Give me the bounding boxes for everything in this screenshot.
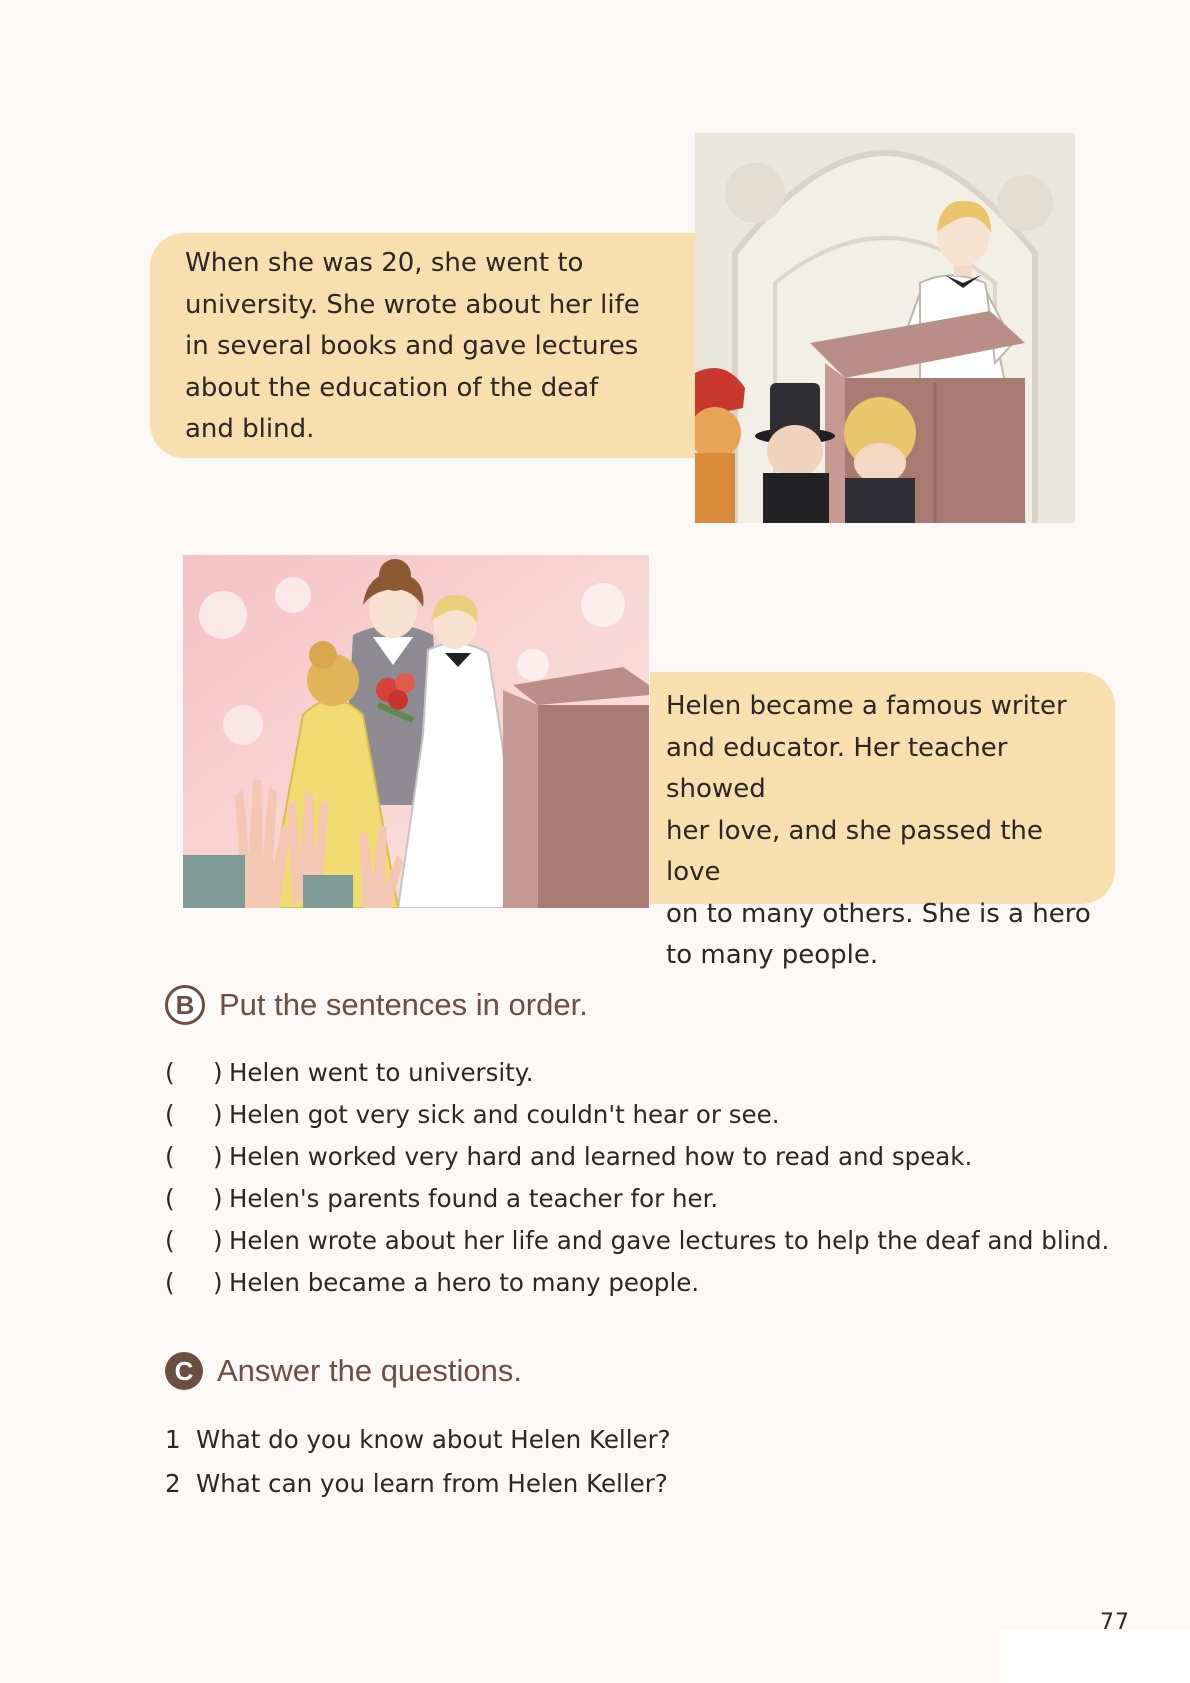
story-line: to many people. [666,940,879,970]
story-line: on to many others. She is a hero [666,898,1091,929]
story-line: university. She wrote about her life [185,289,640,320]
story-line: about the education of the deaf [185,372,599,403]
order-item: ( ) Helen worked very hard and learned how to read and speak. [165,1136,1109,1178]
order-item: ( ) Helen's parents found a teacher for her. [165,1178,1109,1220]
question-item: 2 What can you learn from Helen Keller? [165,1469,668,1498]
section-c-title: Answer the questions. [217,1353,523,1388]
story-line: and blind. [185,414,315,444]
lecture-illustration [695,133,1075,523]
story-line: Helen became a famous writer [666,691,1067,721]
section-b-heading [165,985,588,1025]
answer-blank[interactable]: ( [165,1184,175,1213]
answer-blank[interactable]: ( [165,1100,175,1129]
order-item: ( ) Helen got very sick and couldn't hear or see. [165,1094,1109,1136]
section-b-title: Put the sentences in order. [219,987,588,1022]
order-item: ( ) Helen became a hero to many people. [165,1262,1109,1304]
section-c-badge: C [165,1352,203,1390]
corner-patch [1000,1630,1190,1683]
answer-blank[interactable]: ( [165,1058,175,1087]
lecture-scene [695,133,1075,523]
question-list [165,1418,671,1506]
story-line: and educator. Her teacher showed [666,732,1008,804]
answer-blank[interactable]: ( [165,1142,175,1171]
story-line: in several books and gave lectures [185,331,639,361]
section-c-heading [165,1352,522,1390]
answer-blank[interactable]: ( [165,1226,175,1255]
page-number: 77 [1100,1610,1130,1635]
story-line: When she was 20, she went to [185,248,584,278]
applause-scene [183,555,649,908]
order-item: ( ) Helen went to university. [165,1052,1109,1094]
story-text-panel-2 [650,672,1115,970]
applause-illustration [183,555,649,908]
answer-blank[interactable]: ( [165,1268,175,1297]
question-item: 1 What do you know about Helen Keller? [165,1425,671,1454]
section-b-badge: B [165,985,205,1025]
order-list [165,1052,1109,1304]
order-item: ( ) Helen wrote about her life and gave lectures to help the deaf and blind. [165,1220,1109,1262]
story-line: her love, and she passed the love [666,815,1043,887]
story-text-panel-1 [150,233,695,458]
